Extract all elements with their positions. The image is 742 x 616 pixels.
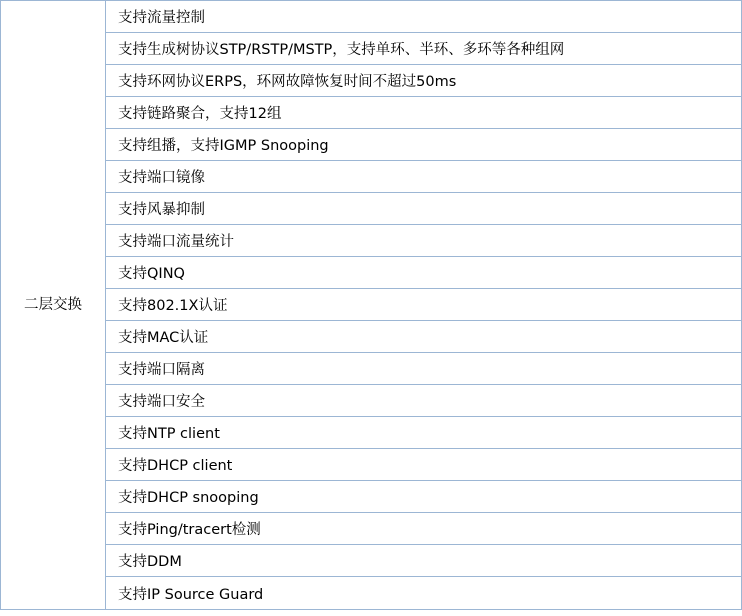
list-item — [106, 545, 741, 577]
feature-text: 支持NTP client — [118, 426, 220, 442]
feature-text: 支持组播，支持IGMP Snooping — [118, 138, 329, 154]
list-item — [106, 481, 741, 513]
list-item — [106, 353, 741, 385]
feature-text: 支持IP Source Guard — [118, 586, 264, 603]
list-item — [106, 65, 741, 97]
list-item — [106, 289, 741, 321]
feature-text: 支持生成树协议STP/RSTP/MSTP，支持单环、半环、多环等各种组网 — [118, 42, 565, 58]
feature-text: 支持端口隔离 — [118, 362, 205, 378]
feature-text: 支持环网协议ERPS，环网故障恢复时间不超过50ms — [118, 74, 457, 90]
list-item — [106, 1, 741, 33]
list-item — [106, 33, 741, 65]
list-item — [106, 577, 741, 609]
feature-list-cell — [106, 1, 742, 610]
feature-text: 支持流量控制 — [118, 10, 205, 26]
feature-text: 支持802.1X认证 — [118, 298, 228, 314]
feature-text: 支持风暴抑制 — [118, 202, 205, 218]
list-item — [106, 129, 741, 161]
feature-text: 支持MAC认证 — [118, 330, 209, 346]
category-cell: 二层交换 — [1, 1, 106, 610]
list-item — [106, 97, 741, 129]
list-item — [106, 449, 741, 481]
list-item — [106, 513, 741, 545]
list-item — [106, 385, 741, 417]
list-item — [106, 257, 741, 289]
feature-text: 支持DHCP snooping — [118, 490, 259, 506]
list-item — [106, 321, 741, 353]
feature-text: 支持链路聚合，支持12组 — [118, 106, 282, 122]
feature-text: 支持DHCP client — [118, 458, 233, 474]
table-row — [1, 1, 742, 610]
list-item — [106, 225, 741, 257]
feature-text: 支持端口安全 — [118, 394, 205, 410]
list-item — [106, 161, 741, 193]
feature-text: 支持QINQ — [118, 266, 185, 282]
list-item — [106, 417, 741, 449]
feature-text: 支持Ping/tracert检测 — [118, 522, 261, 538]
feature-text: 支持DDM — [118, 554, 182, 570]
feature-text: 支持端口镜像 — [118, 170, 205, 186]
feature-text: 支持端口流量统计 — [118, 234, 234, 250]
list-item — [106, 193, 741, 225]
